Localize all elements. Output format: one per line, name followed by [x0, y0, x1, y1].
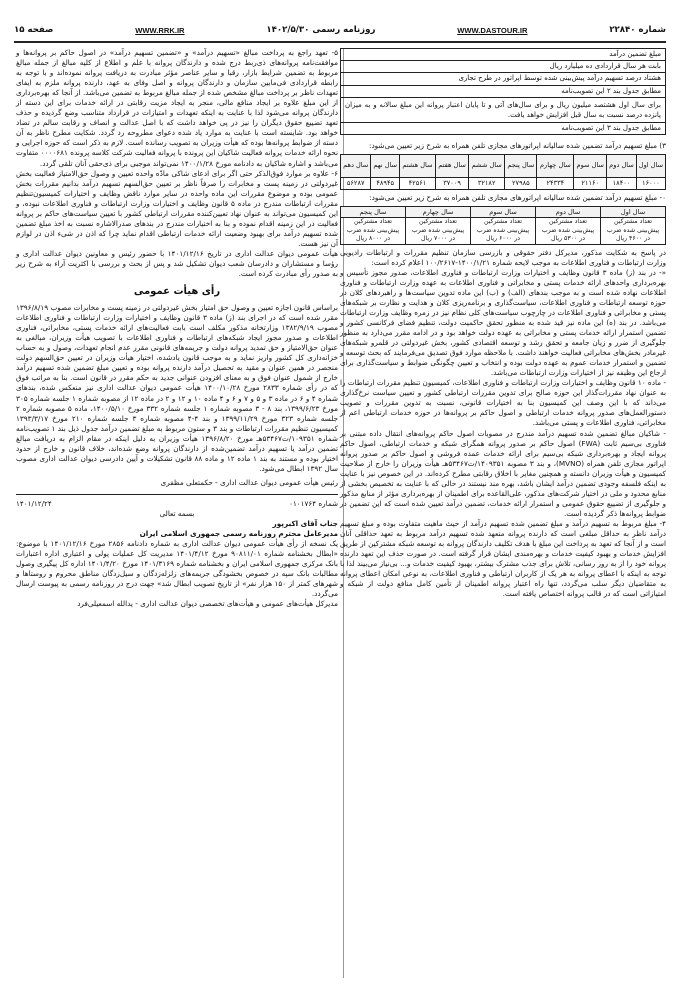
box-line: برای سال اول هشتصد میلیون ریال و برای سال‌های آتی و تا پایان اعتبار پروانه این مبلغ سالانه و به میزان پانزده درصد نسبت به سال قبل افزایش خواهد یافت. — [341, 98, 665, 123]
box-line: مطابق جدول بند ۳ این تصویب‌نامه — [561, 123, 661, 132]
note-body: یک نسخه از رأی هیأت عمومی دیوان عدالت اداری به شماره دادنامه ۲۸۵۶ مورخ ۱۴۰۱/۱۲/۱۶ با موضوع: «ابطال بخشنامه شماره ۹۰۸۱۱/۰۱ مورخ ۱۴۰۱/۴/۱۲ مدیریت کل عملیات پولی و اعتباری اداره اعتبارات بانک مرکزی جمهوری اسلامی ایران و بخشنامه شماره ۱۴۰۱/۳۱۶۹ مورخ ۱۴۰۱/۴/۲۰ اداره کل پیگیری وصول مطالبات بانک سپه در خصوص بخشودگی جریمه‌های زلزله‌زدگان و سیل‌زدگان مناطق محروم و روستاها و شهرهای کمتر از ۱۵۰ هزار نفر» از تاریخ تصویب ابطال شد» جهت درج در روزنامه رسمی به پیوست ارسال می‌گردد. — [16, 539, 339, 599]
table-cell: تعداد مشترکین پیش‌بینی شده ضرب در ۷۰۰۰ ریال — [406, 218, 471, 244]
note-signature: مدیرکل هیأت‌های عمومی و هیأت‌های تخصصی دیوان عدالت اداری - یدالله اسمعیلی‌فرد — [77, 599, 338, 609]
table-cell: ۴۸۹۴۵ — [371, 177, 400, 189]
note-recipient-role: مدیرعامل محترم روزنامه رسمی جمهوری اسلامی ایران — [139, 529, 338, 539]
paragraph-law-1: «- در بند (ز) ماده ۳ قانون وظایف و اختیارات وزارت ارتباطات و فناوری اطلاعات، صدور مجوز تأسیس و بهره‌برداری واحدهای ارائه خدمات پستی و مخابراتی و فناوری اطلاعات به عهده وزارت ارتباطات و فناوری اطلاعات نهاده شده است و به موجب بندهای (الف) و (ب) این ماده تدوین سیاست‌ها و راهبردهای کلان در حوزه توسعه ارتباطات و فناوری اطلاعات، سیاست‌گذاری و برنامه‌ریزی کلان و هدایت و نظارت بر شبکه‌های پستی و مخابراتی و فناوری اطلاعات در چارچوب سیاست‌های کلی نظام نیز در زمره وظایف وزارت ارتباطات می‌باشد. در بند (ه) این ماده نیز قید شده به منظور تحقق حاکمیت دولت، تنظیم فضای فرکانسی کشور و تضمین استمرار ارائه خدمات پستی و مخابراتی به عهده دولت خواهد بود و در ادامه مقرر می‌دارد به منظور جلوگیری از ضرر و زیان جامعه و تحقق رشد و توسعه اقتصادی کشور، بخش غیردولتی در قلمرو شبکه‌های غیرمادر بخش‌های مخابراتی فعالیت خواهند داشت. با ملاحظه موارد فوق تصدیق می‌فرمایند که بحث توسعه و تضمین و استمرار خدمات عموم به عهده دولت بوده و انتخاب و تعیین چگونگی ضوابط و سیاست‌گذاری برای ارجاع این وظیفه نیز از اختیارات وزارت ارتباطات می‌باشد. — [340, 267, 667, 378]
paragraph-6: ۶- علاوه بر موارد فوق‌الذکر حتی اگر برای ادعای شاکی مادّه واحده تعیین و وصول حق‌الامتیاز فعالیت بخش غیردولتی در زمینه پست و مخابرات را صرفاً ناظر بر تعیین حق‌السهم تسهیم درآمد بدانیم مقررات بخش عمومی بوده و موضوع مقررات این ماده واحده در سایر موارد ناقض وظایف و اختیارات کمیسیون‌تنظیم مقررات ارتباطات مندرج در ماده ۵ قانون وظایف و اختیارات وزارت ارتباطات و فناوری اطلاعات نبوده، و این کمیسیون می‌تواند به عنوان نهاد تعیین‌کننده مقررات ارتباطی کشور با تعیین سیاست‌های حاکم بر پروانه فعالیت در این زمینه اقدام نموده و بنا به اختیارات مندرج در بندهای صدرالاشاره نسبت به اخذ مبلغ تضمین شده تسهیم درآمد برای بهبود وضعیت ارائه خدمات ارتباطی اقدام نماید چرا که اذن در شیء اذن در لوازم آن نیز هست. — [16, 168, 338, 248]
note-date: ۱۴۰۱/۱۲/۲۴ — [16, 498, 52, 508]
site-link-rrk[interactable]: WWW.RRK.IR — [135, 25, 185, 35]
site-link-dastour[interactable]: WWW.DASTOUR.IR — [457, 25, 528, 35]
table-header-cell: سال نهم — [371, 154, 400, 177]
paragraph-meeting: هیأت عمومی دیوان عدالت اداری در تاریخ ۱۴۰۱/۱۲/۱۶ با حضور رئیس و معاونین دیوان عدالت اداری و رؤسا و مستشاران و دادرسان شعب دیوان تشکیل شد و پس از بحث و بررسی با اکثریت آراء به شرح زیر به صدور رأی مبادرت کرده است. — [16, 248, 338, 279]
box-line: مبلغ تضمین درآمد — [341, 49, 665, 61]
table-cell: تعداد مشترکین پیش‌بینی شده ضرب در ۸۰۰۰ ریال — [341, 218, 406, 244]
table-header-cell: سال پنجم — [505, 154, 537, 177]
section-title: رأی هیأت عمومی — [133, 286, 221, 298]
table-header-row — [341, 154, 666, 177]
table-cell: ۳۷۰۰۹ — [436, 177, 469, 189]
table-header-cell: سال سوم — [471, 207, 536, 218]
table-header-cell: سال دوم — [607, 154, 637, 177]
box-line: هشتاد درصد تسهیم درآمد پیش‌بینی شده توسط اپراتور در طرح تجاری — [341, 73, 665, 85]
table-cell: ۲۱۱۶۰ — [574, 177, 607, 189]
table-header-cell: سال چهارم — [406, 207, 471, 218]
box-line: مطابق جدول بند ۲ این تصویب‌نامه — [341, 86, 665, 98]
table-row — [341, 177, 666, 189]
revenue-guarantee-box — [340, 48, 666, 135]
note-recipient: جناب آقای اکبرپور — [272, 518, 338, 528]
paragraph-item3: ۳) مبلغ تسهیم درآمد تضمین شده سالیانه اپراتورهای مجازی تلفن همراه به شرح زیر تعیین می‌شود: — [369, 140, 666, 150]
table-header-cell: سال پنجم — [341, 207, 406, 218]
right-column — [340, 48, 666, 599]
table-cell: ۴۲۵۶۱ — [399, 177, 435, 189]
issue-number: شماره ۲۲۸۴۰ — [609, 25, 666, 35]
table-cell: تعداد مشترکین پیش‌بینی شده ضرب در ۶۰۰۰ ریال — [471, 218, 536, 244]
table-cell: ۱۶۰۰۰ — [636, 177, 665, 189]
table-cell: ۱۸۴۰۰ — [607, 177, 637, 189]
table-header-cell: سال اول — [601, 207, 666, 218]
paragraph-law-3: - شاکیان مبالغ تضمین شده تسهیم درآمد مندرج در مصوبات اصول حاکم پروانه‌های انتقال داده مبتنی بر فناوری بی‌سیم ثابت (FWA) اصول حاکم بر صدور پروانه همگرای شبکه و خدمات ارتباطی، اصول حاکم پروانه ایجاد و بهره‌برداری شبکه بی‌سیم برای ارائه خدمات عمده فروشی و اصول حاکم بر صدور پروانه اپراتور مجازی تلفن همراه (MVNO)، و بند ۳ مصوبه ۱۴۰۹۳۵۱/ت۵۳۴۶۷هـ هیأت وزیران را خارج از صلاحیت کمیسیون و هیأت وزیران دانسته و همچنین مغایر با اخلاق رقابتی مطرح کرده‌اند. در این خصوص نیز با عنایت به اینکه فلسفه وجودی تضمین درآمد ایشان باشد، بهره مند نیستند در حالی که با عنایت به تخصیص بخشی از منابع محدود و ملی در اختیار شرکت‌های مذکور، علی‌القاعده برای اطمینان از بهره‌برداری مؤثر از منابع مذکور و جلوگیری از تضییع حقوق عمومی و استمرار ارائه خدمات، تضمین درآمد تعیین شده است که این تضمین در ضوابط پروانه‌ها ذکر گردیده است. — [340, 428, 666, 518]
table-header-cell: سال ششم — [469, 154, 505, 177]
table-header-cell: سال هشتم — [399, 154, 435, 177]
table-header-cell: سال هفتم — [436, 154, 469, 177]
left-column — [16, 48, 338, 609]
box-line: بابت هر سال قراردادی ده میلیارد ریال — [341, 61, 665, 73]
note-bismillah: بسمه تعالی — [159, 508, 195, 518]
newspaper-date: روزنامه رسمی ۱۴۰۲/۵/۳۰ — [266, 25, 376, 35]
paragraph-item-mvno: ۰- مبلغ تسهیم درآمد تضمین شده سالیانه اپراتورهای مجازی تلفن همراه به شرح زیر تعیین می‌شود: — [369, 192, 666, 202]
table-row — [341, 218, 666, 244]
paragraph-law-2: - ماده ۱۰ قانون وظایف و اختیارات وزارت ارتباطات و فناوری اطلاعات، کمیسیون تنظیم مقررات ارتباطات را به عنوان نهاد مقررات‌گذار این حوزه صالح برای تدوین مقررات ارتباطی کشور و تعیین سیاست نرخ‌گذاری می‌داند که با این وصف این کمیسیون بنا به اختیارات قانونی، نسبت به تدوین مقررات و تصویب دستورالعمل‌های صدور پروانه خدمات ارتباطی و اصول حاکم بر پروانه‌ها در حوزه خدمات ارتباطی اعم از مخابراتی، فناوری اطلاعات و پستی می‌باشد. — [340, 378, 666, 428]
table-header-cell: سال اول — [636, 154, 665, 177]
signature-line: رئیس هیأت عمومی دیوان عدالت اداری - حکمتعلی مظفری — [160, 477, 338, 487]
table-cell: ۵۶۲۸۷ — [341, 177, 371, 189]
paragraph-5: ۵- تعهد راجع به پرداخت مبالغ «تسهیم درآمد» و «تضمین تسهیم درآمد» در اصول حاکم بر پروانه‌ها و موافقت‌نامه پروانه‌های ذی‌ربط درج شده و دارندگان پروانه با علم و اطلاع از کلیه مبالغ از جمله مبالغ مربوط به تضمین شرایط بازار، رقبا و سایر عناصر مؤثر مبادرت به دریافت پروانه نموده‌اند و با توجه به رابطه قراردادی فی‌مابین سازمان و دارندگان پروانه و اصل وفای به عهد، دارنده پروانه ملزم به ایفای تعهدات ناظر بر پرداخت مبالغ مشخص شده از جمله مبالغ مربوط به تضمین می‌باشد. از آنجا که بهره‌برداری از این مبلغ علاوه بر ایجاد منافع مالی، منجر به ایجاد مزیت رقابتی در ارائه خدمات برای این دسته از دارندگان پروانه می‌شود لذا با عنایت به اینکه تعهدات و امتیازات در قرارداد متناسب وضع گردیده و حذف تعهد تضییع حقوق دیگران را نیز در پی خواهد داشت که با اصل عدالت و انصاف و رقابت سالم در تضاد خواهد بود. شایسته است با عنایت به موارد یاد شده دعوای مطروحه رد گردد. شکایت مطرح ناظر به آن دسته از ضوابط پروانه‌ها بوده که هیأت وزیران به تصویب رسانده است. لازم به ذکر است که حوزه اجرایی و نحوه ارائه خدمات پروانه فعالیت شاکیان این پرونده با پروانه فعالیت شرکت کلاسه پرونده ۰۰۰۰۶۸۱ متفاوت می‌باشد و اشاره شاکیان به دادنامه مورخ ۱۴۰۰/۱/۲۸ نمی‌تواند موجبی برای ذی‌حقی آنان تلقی گردد. — [16, 48, 338, 168]
table-cell: ۳۲۱۸۲ — [469, 177, 505, 189]
table-cell: ۲۷۹۸۵ — [505, 177, 537, 189]
paragraph-reply: در پاسخ به شکایت مذکور، مدیرکل دفتر حقوقی و بازرسی سازمان تنظیم مقررات و ارتباطات رادیویی وزارت ارتباطات و فناوری اطلاعات به موجب لایحه شماره ۱۴۰۰/۱/۲۱-۱۰۰/۲۶۱۷ اعلام کرده است: — [340, 247, 666, 267]
annual-guarantee-table — [340, 154, 666, 190]
paragraph-law-4: ۴- مبلغ مربوط به تسهیم درآمد و مبلغ تضمین شده تسهیم درآمد از حیث ماهیت متفاوت بوده و مبلغ تسهیم درآمد ناظر به حداقل مبلغی است که دارنده پروانه متعهد شده تسهیم درآمد مربوط به تعهد حداقلی آنان است و از آنجا که تعهد به پرداخت این مبلغ با هدف تکلیف دارندگان پروانه به توسعه شبکه مشترکین از طریق افزایش خدمات و بهبود کیفیت خدمات و بهره‌مندی ایشان قرار گرفته است. در صورت حذف این تعهد دارنده پروانه خود را از به روز رسانی، تلاش برای جذب مشترک بیشتر، بهبود کیفیت خدمات و... بی‌نیاز می‌بیند لذا با توجه به اینکه با اعطای پروانه به هر یک از کاربران ارتباطی و فناوری اطلاعات، به نوعی امکان اعطای پروانه به متقاضیان دیگر سلب می‌گردد، تنها راه اعتبار پروانه اطمینان از تأمین کامل منافع دولت از شبکه و امتیازاتی است که در قالب پروانه اختصاص یافته است. — [340, 518, 666, 599]
table-header-cell: سال دهم — [341, 154, 371, 177]
page-header — [14, 22, 666, 43]
note-number: شماره ۰۱۰۱۷۶۴ — [289, 498, 338, 508]
table-header-row — [341, 207, 666, 218]
table-header-cell: سال سوم — [574, 154, 607, 177]
table-header-cell: سال چهارم — [537, 154, 574, 177]
divider — [16, 494, 338, 495]
table-cell: تعداد مشترکین پیش‌بینی شده ضرب در ۵۳۰۰ ریال — [536, 218, 601, 244]
page-number: صفحه ۱۵ — [14, 25, 54, 35]
note-header-row — [16, 499, 338, 509]
table-header-cell: سال دوم — [536, 207, 601, 218]
table-cell: تعداد مشترکین پیش‌بینی شده ضرب در ۴۶۰۰ ریال — [601, 218, 666, 244]
subscriber-table — [340, 206, 666, 245]
table-cell: ۲۴۳۳۴ — [537, 177, 574, 189]
paragraph-vote: براساس قانون اجازه تعیین و وصول حق امتیاز بخش غیردولتی در زمینه پست و مخابرات مصوب ۱۳۹۶/۸/۱۹ مقرر شده است که در اجرای بند (ز) ماده ۳ قانون وظایف و اختیارات وزارت ارتباطات و فناوری اطلاعات مصوب ۱۳۸۲/۹/۱۹ وزارتخانه مذکور مکلف است بابت فعالیت‌های ارائه خدمات پستی، مخابراتی، فناوری اطلاعات و صدور مجوز ایجاد شبکه‌های ارتباطات و فناوری اطلاعات با تصویب هیأت وزیران، مبالغی به عنوان حق‌الامتیاز و حق تمدید پروانه دولت و جریمه‌های قانونی مقرر عدم انجام تعهدات، وصول و به حساب خزانه‌داری کل کشور واریز نماید و به موجب قانون یادشده، اختیار هیأت وزیران در تعیین حق‌السهم دولت منحصر در همین عنوان و مقید به تحصیل درآمد دارنده پروانه بوده و تعیین مبلغ تضمین شده تسهیم درآمد خارج از شمول عنوان فوق و به معنای افزودن عنوانی جدید به حکم مقرر در قانون است. بنا به مراتب فوق که در رأی شماره ۲۸۳۳ مورخ ۱۴۰۰/۱۰/۲۸ هیأت عمومی دیوان عدالت اداری نیز منعکس شده، بندهای شماره ۴ و ۶ در ماده ۳ و ۵ و ۷ و ۶ و ۴ ماده ۱۰ و ۱۲ و ۲ در ماده ۱۲ از مصوبه شماره ۱ جلسه شماره ۳۰۵ مورخ ۱۳۹۹/۶/۲۳، بند ۸ - ۳ مصوبه شماره ۱ جلسه شماره ۳۳۲ مورخ ۱۴۰۰/۵/۱۰، ماده ۵ مصوبه شماره ۲ جلسه شماره ۳۲۳ مورخ ۱۳۹۹/۱۱/۲۹ و بند ۴-۴ مصوبه شماره ۳ جلسه شماره ۲۱۰ مورخ ۱۳۹۳/۳/۱۷ کمیسیون تنظیم مقررات ارتباطات و بند ۳ و ستون مربوط به مبلغ تضمین درآمد جدول ذیل بند ۱ تصویب‌نامه شماره ۱۰۹۳۵۱/ت۵۳۴۶۷هـ مورخ ۱۳۹۶/۸/۲۰ هیأت وزیران به دلیل اینکه در مقام الزام به دریافت مبالغ تضمین درآمد یا تسهیم درآمد تضمین‌شده از دارندگان پروانه وضع شده‌اند، خلاف قانون و خارج از حدود اختیار بوده و مستند به بند ۱ ماده ۱۲ و ماده ۸۸ قانون تشکیلات و آیین دادرسی دیوان عدالت اداری مصوب سال ۱۳۹۲ ابطال می‌شود. — [16, 303, 339, 473]
